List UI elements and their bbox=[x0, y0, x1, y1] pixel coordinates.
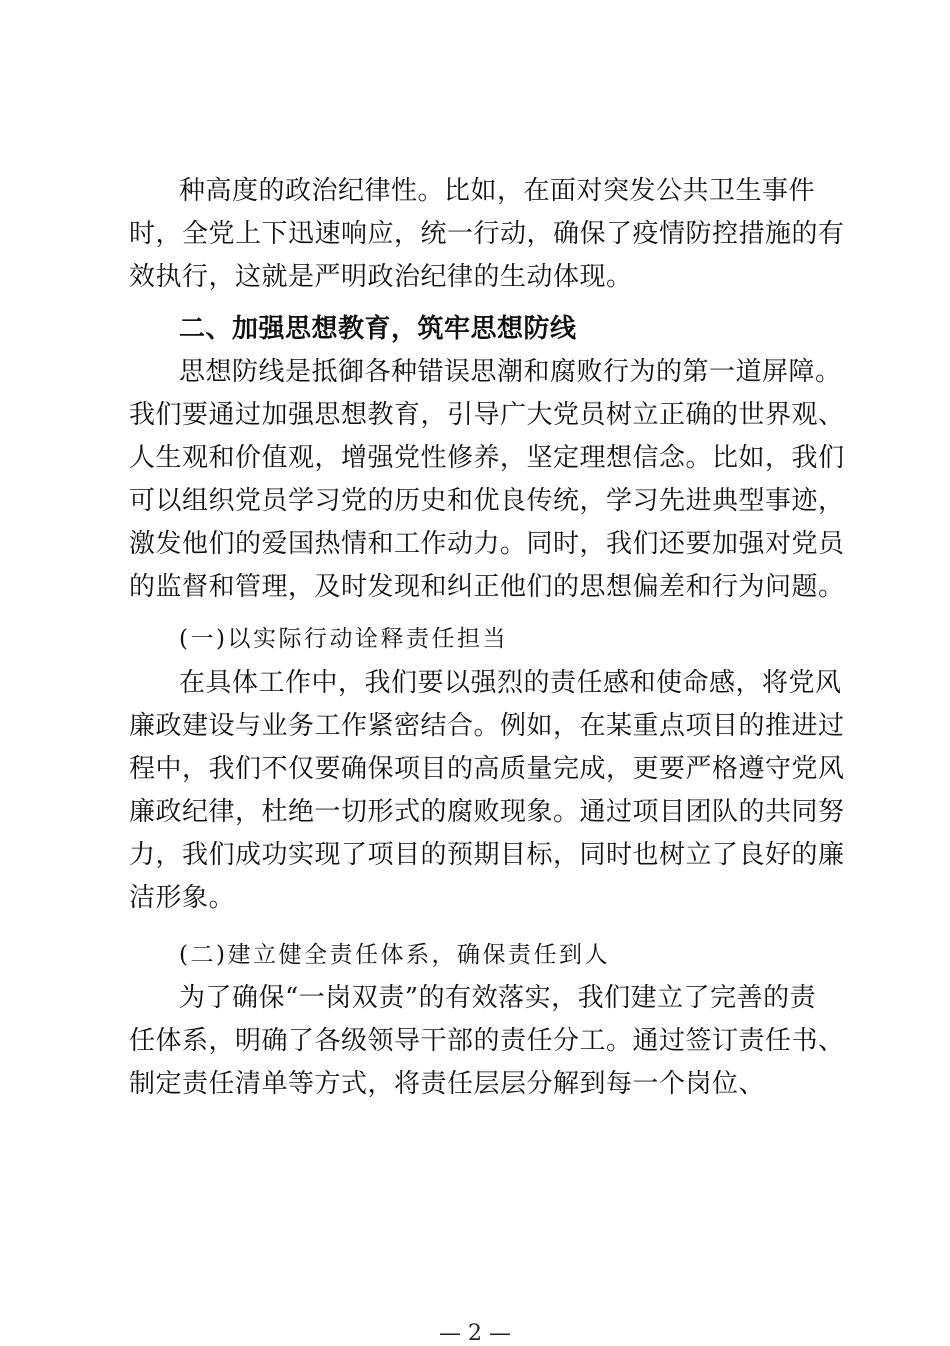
body-text-line: 时，全党上下迅速响应，统一行动，确保了疫情防控措施的有 bbox=[129, 219, 845, 249]
body-text-line: 种高度的政治纪律性。比如，在面对突发公共卫生事件 bbox=[179, 176, 816, 206]
body-text-line: 任体系，明确了各级领导干部的责任分工。通过签订责任书、 bbox=[129, 1026, 845, 1056]
subsection-heading: (一)以实际行动诠释责任担当 bbox=[179, 626, 508, 652]
subsection-heading: (二)建立健全责任体系，确保责任到人 bbox=[179, 942, 610, 968]
section-heading: 二、加强思想教育，筑牢思想防线 bbox=[179, 314, 577, 344]
body-text-line: 洁形象。 bbox=[129, 883, 236, 913]
body-text-line: 为了确保“一岗双责”的有效落实，我们建立了完善的责 bbox=[179, 983, 817, 1013]
body-text-line: 思想防线是抵御各种错误思潮和腐败行为的第一道屏障。 bbox=[179, 357, 842, 387]
body-text-line: 廉政建设与业务工作紧密结合。例如，在某重点项目的推进过 bbox=[129, 711, 845, 741]
body-text-line: 人生观和价值观，增强党性修养，坚定理想信念。比如，我们 bbox=[129, 443, 845, 473]
page-number: — 2 — bbox=[439, 1321, 511, 1346]
body-text-line: 的监督和管理，及时发现和纠正他们的思想偏差和行为问题。 bbox=[129, 572, 845, 602]
body-text-line: 效执行，这就是严明政治纪律的生动体现。 bbox=[129, 262, 633, 292]
body-text-line: 廉政纪律，杜绝一切形式的腐败现象。通过项目团队的共同努 bbox=[129, 797, 845, 827]
body-text-line: 激发他们的爱国热情和工作动力。同时，我们还要加强对党员 bbox=[129, 529, 845, 559]
body-text-line: 制定责任清单等方式，将责任层层分解到每一个岗位、 bbox=[129, 1069, 766, 1099]
body-text-line: 我们要通过加强思想教育，引导广大党员树立正确的世界观、 bbox=[129, 400, 845, 430]
body-text-line: 在具体工作中，我们要以强烈的责任感和使命感，将党风 bbox=[179, 668, 842, 698]
body-text-line: 可以组织党员学习党的历史和优良传统，学习先进典型事迹， bbox=[129, 486, 845, 516]
body-text-line: 力，我们成功实现了项目的预期目标，同时也树立了良好的廉 bbox=[129, 840, 845, 870]
body-text-line: 程中，我们不仅要确保项目的高质量完成，更要严格遵守党风 bbox=[129, 754, 845, 784]
